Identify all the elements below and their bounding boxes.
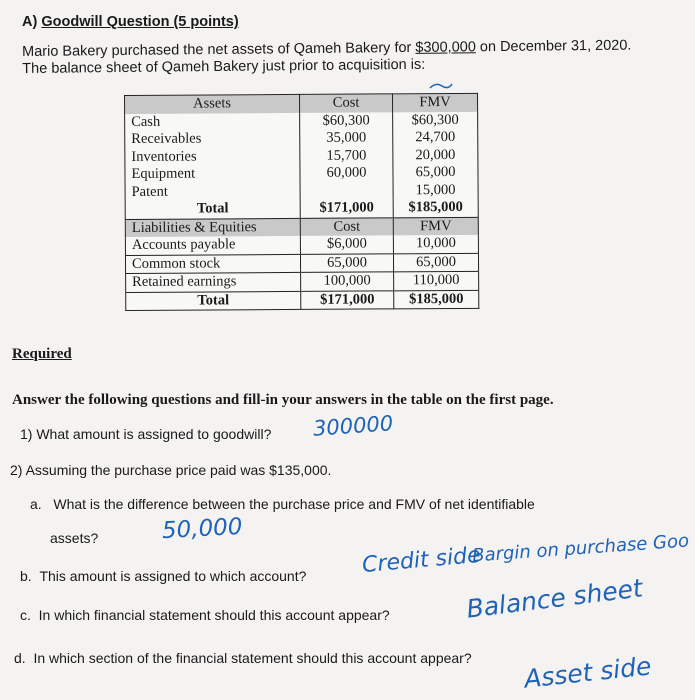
question-2a-line-2: assets? bbox=[50, 530, 99, 546]
handwritten-answer-2b-part-1: Credit side bbox=[361, 542, 482, 579]
question-2d bbox=[14, 650, 472, 666]
problem-statement bbox=[22, 37, 672, 78]
total-cost: $171,000 bbox=[300, 199, 393, 218]
question-2c-text: In which financial statement should this account appear? bbox=[38, 607, 390, 623]
question-2d-marker: d. bbox=[14, 650, 26, 666]
intro-amount: $300,000 bbox=[415, 39, 476, 56]
row-cost: 100,000 bbox=[301, 272, 394, 291]
row-cost: 60,000 bbox=[300, 164, 393, 182]
row-cost: 65,000 bbox=[300, 253, 393, 272]
row-label: Cash bbox=[125, 112, 300, 131]
table-row bbox=[125, 181, 478, 201]
table-row bbox=[126, 271, 479, 292]
cost-header: Cost bbox=[300, 217, 393, 236]
total-label: Total bbox=[125, 200, 300, 219]
row-label: Accounts payable bbox=[125, 236, 300, 255]
row-fmv: 65,000 bbox=[393, 253, 478, 272]
table-row bbox=[125, 235, 478, 255]
table-row bbox=[125, 164, 478, 184]
cost-header: Cost bbox=[299, 94, 392, 113]
question-2a-line-1: What is the difference between the purchase price and FMV of net identifiable bbox=[53, 496, 535, 512]
row-label: Inventories bbox=[125, 147, 300, 166]
row-fmv: 20,000 bbox=[393, 146, 478, 164]
row-cost: $6,000 bbox=[300, 235, 393, 254]
row-label: Retained earnings bbox=[126, 272, 301, 292]
assets-header: Assets bbox=[125, 94, 300, 113]
table-row bbox=[125, 111, 478, 131]
question-2d-text: In which section of the financial statement should this account appear? bbox=[33, 650, 472, 666]
question-2a-marker: a. bbox=[30, 496, 42, 512]
section-heading bbox=[22, 14, 239, 30]
question-2c bbox=[20, 607, 390, 623]
heading-title: Goodwill Question (5 points) bbox=[41, 14, 239, 30]
question-2a bbox=[30, 496, 535, 512]
table-row bbox=[125, 129, 478, 149]
problem-line-2: The balance sheet of Qameh Bakery just prior to acquisition is: bbox=[22, 56, 426, 77]
question-2b-marker: b. bbox=[20, 568, 32, 584]
row-label: Patent bbox=[125, 182, 300, 201]
assets-header-row bbox=[125, 93, 478, 113]
intro-text-a: Mario Bakery purchased the net assets of Qameh Bakery for bbox=[22, 39, 416, 60]
balance-sheet-table bbox=[124, 93, 479, 311]
row-fmv: 10,000 bbox=[393, 235, 478, 254]
liabilities-total-row bbox=[126, 290, 479, 311]
row-cost bbox=[300, 182, 393, 200]
question-2b-text: This amount is assigned to which account? bbox=[39, 568, 307, 584]
total-fmv: $185,000 bbox=[393, 199, 478, 218]
table-row bbox=[125, 146, 478, 166]
row-fmv: 15,000 bbox=[393, 181, 478, 199]
fmv-header: FMV bbox=[393, 217, 478, 236]
row-fmv: 110,000 bbox=[394, 271, 479, 290]
intro-text-b: on December 31, 2020. bbox=[475, 37, 632, 56]
handwritten-answer-2a: 50,000 bbox=[161, 513, 244, 545]
row-fmv: 24,700 bbox=[393, 129, 478, 147]
assets-total-row bbox=[125, 199, 478, 219]
row-label: Receivables bbox=[125, 130, 300, 149]
total-cost: $171,000 bbox=[301, 290, 394, 309]
row-cost: 15,700 bbox=[300, 147, 393, 165]
row-cost: $60,300 bbox=[300, 112, 393, 130]
handwritten-answer-2b-part-2: Bargin on purchase Goo bbox=[471, 530, 690, 567]
liabilities-equities-header: Liabilities & Equities bbox=[125, 218, 300, 237]
instructions: Answer the following questions and fill-in your answers in the table on the first page. bbox=[12, 392, 554, 408]
row-cost: 35,000 bbox=[300, 129, 393, 147]
fmv-header: FMV bbox=[392, 93, 477, 112]
heading-prefix: A) bbox=[22, 14, 38, 30]
row-label: Equipment bbox=[125, 165, 300, 184]
question-2b bbox=[20, 568, 306, 584]
handwritten-squiggle-mark bbox=[428, 80, 454, 92]
handwritten-answer-2d: Asset side bbox=[522, 651, 653, 694]
question-2: 2) Assuming the purchase price paid was $135,000. bbox=[10, 462, 332, 478]
liabilities-header-row bbox=[125, 217, 478, 237]
handwritten-answer-1: 300000 bbox=[312, 411, 394, 441]
handwritten-answer-2c: Balance sheet bbox=[464, 573, 645, 624]
total-label: Total bbox=[126, 291, 301, 311]
required-heading: Required bbox=[12, 346, 72, 362]
total-fmv: $185,000 bbox=[394, 290, 479, 309]
row-fmv: $60,300 bbox=[393, 111, 478, 129]
table-row bbox=[125, 253, 478, 274]
row-fmv: 65,000 bbox=[393, 164, 478, 182]
row-label: Common stock bbox=[125, 254, 300, 274]
question-1: 1) What amount is assigned to goodwill? bbox=[20, 426, 272, 442]
question-2c-marker: c. bbox=[20, 607, 31, 623]
